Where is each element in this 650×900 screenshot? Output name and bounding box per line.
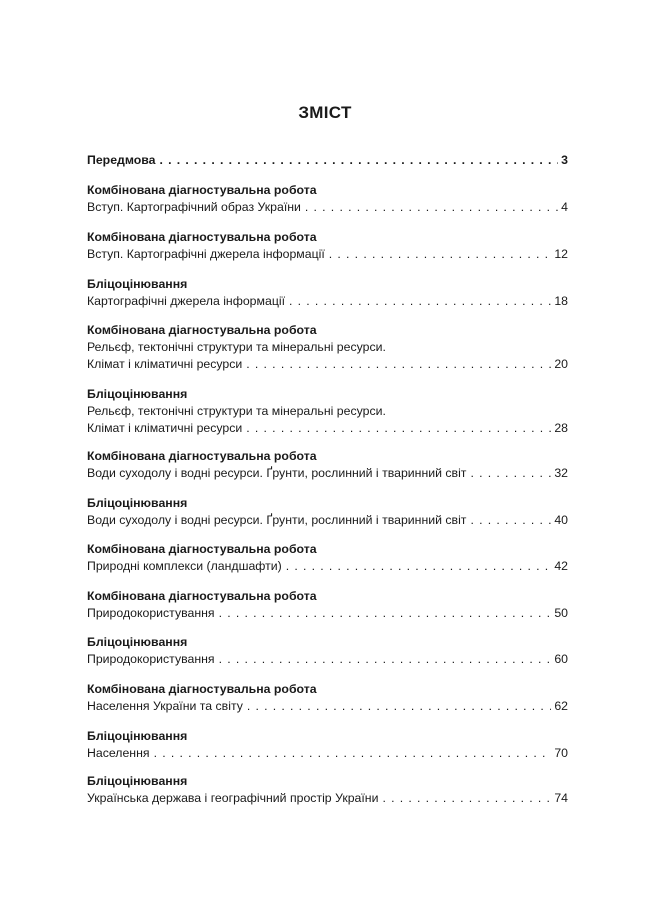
toc-entry-title: Вступ. Картографічний образ України	[87, 200, 301, 214]
toc-entry-title: Населення України та світу	[87, 699, 243, 713]
toc-entry-title: Клімат і кліматичні ресурси	[87, 357, 243, 371]
toc-page-number: 32	[554, 466, 568, 480]
toc-page-number: 70	[554, 746, 568, 760]
toc-line	[87, 512, 568, 529]
dot-leader	[246, 356, 551, 373]
toc-page-number: 62	[554, 699, 568, 713]
toc-line	[87, 199, 568, 216]
toc-entry-title: Природокористування	[87, 652, 215, 666]
dot-leader	[219, 651, 552, 668]
toc-section-heading: Бліцоцінювання	[87, 635, 188, 649]
toc-line	[87, 558, 568, 575]
toc-entry-title: Природокористування	[87, 606, 215, 620]
toc-entry-title: Українська держава і географічний простір України	[87, 791, 379, 805]
toc-section-heading: Комбінована діагностувальна робота	[87, 323, 317, 337]
toc-entry-title: Картографічні джерела інформації	[87, 294, 286, 308]
toc-page-number: 50	[554, 606, 568, 620]
toc-entry[interactable]	[87, 588, 568, 622]
toc-page-number: 3	[561, 153, 568, 167]
toc-entry[interactable]	[87, 634, 568, 668]
dot-leader	[286, 558, 552, 575]
toc-line	[87, 246, 568, 263]
toc-page-number: 28	[554, 421, 568, 435]
dot-leader	[470, 512, 551, 529]
toc-entry-title: Передмова	[87, 153, 156, 167]
toc-section-heading: Бліцоцінювання	[87, 729, 188, 743]
toc-line	[87, 293, 568, 310]
dot-leader	[247, 698, 551, 715]
toc-section-heading: Комбінована діагностувальна робота	[87, 449, 317, 463]
dot-leader	[329, 246, 552, 263]
toc-section-heading: Комбінована діагностувальна робота	[87, 589, 317, 603]
dot-leader	[305, 199, 558, 216]
toc-entry-subtitle: Рельєф, тектонічні структури та мінеральні ресурси.	[87, 340, 386, 354]
dot-leader	[470, 465, 551, 482]
toc-entry-title: Населення	[87, 746, 150, 760]
toc-entry[interactable]	[87, 276, 568, 310]
toc-entry-title: Вступ. Картографічні джерела інформації	[87, 247, 325, 261]
toc-page-number: 4	[561, 200, 568, 214]
page-title: ЗМІСТ	[298, 103, 352, 122]
toc-line	[87, 356, 568, 373]
toc-section-heading: Комбінована діагностувальна робота	[87, 542, 317, 556]
toc-page-number: 60	[554, 652, 568, 666]
toc-entry[interactable]	[87, 229, 568, 263]
toc-page-number: 20	[554, 357, 568, 371]
toc-section-heading: Бліцоцінювання	[87, 277, 188, 291]
toc-entry-title: Води суходолу і водні ресурси. Ґрунти, рослинний і тваринний світ	[87, 466, 467, 480]
toc-entry[interactable]	[87, 541, 568, 575]
dot-leader	[154, 745, 552, 762]
toc-section-heading: Бліцоцінювання	[87, 774, 188, 788]
toc-line	[87, 420, 568, 437]
dot-leader	[289, 293, 551, 310]
toc-entry-title: Води суходолу і водні ресурси. Ґрунти, рослинний і тваринний світ	[87, 513, 467, 527]
toc-entry-title: Клімат і кліматичні ресурси	[87, 421, 243, 435]
toc-entry[interactable]	[87, 728, 568, 762]
toc-entry[interactable]	[87, 448, 568, 482]
dot-leader	[219, 605, 552, 622]
toc-page-number: 74	[554, 791, 568, 805]
dot-leader	[382, 790, 551, 807]
toc-entry[interactable]	[87, 681, 568, 715]
toc-entry-title: Природні комплекси (ландшафти)	[87, 559, 282, 573]
toc-line	[87, 465, 568, 482]
toc-section-heading: Комбінована діагностувальна робота	[87, 183, 317, 197]
toc-entry-subtitle: Рельєф, тектонічні структури та мінеральні ресурси.	[87, 404, 386, 418]
toc-line	[87, 745, 568, 762]
dot-leader	[246, 420, 551, 437]
toc-section-heading: Бліцоцінювання	[87, 387, 188, 401]
toc-entry[interactable]	[87, 495, 568, 529]
toc-line	[87, 605, 568, 622]
dot-leader	[160, 152, 559, 169]
toc-page-number: 18	[554, 294, 568, 308]
toc-page-number: 42	[554, 559, 568, 573]
toc-entry[interactable]	[87, 773, 568, 807]
toc-line	[87, 651, 568, 668]
toc-line	[87, 698, 568, 715]
toc-section-heading: Бліцоцінювання	[87, 496, 188, 510]
toc-page-number: 12	[554, 247, 568, 261]
toc-section-heading: Комбінована діагностувальна робота	[87, 230, 317, 244]
toc-line	[87, 790, 568, 807]
toc-entry[interactable]	[87, 322, 568, 373]
toc-section-heading: Комбінована діагностувальна робота	[87, 682, 317, 696]
toc-page-number: 40	[554, 513, 568, 527]
toc-entry[interactable]	[87, 152, 568, 169]
toc-entry[interactable]	[87, 386, 568, 437]
toc-entry[interactable]	[87, 182, 568, 216]
toc-line	[87, 152, 568, 169]
